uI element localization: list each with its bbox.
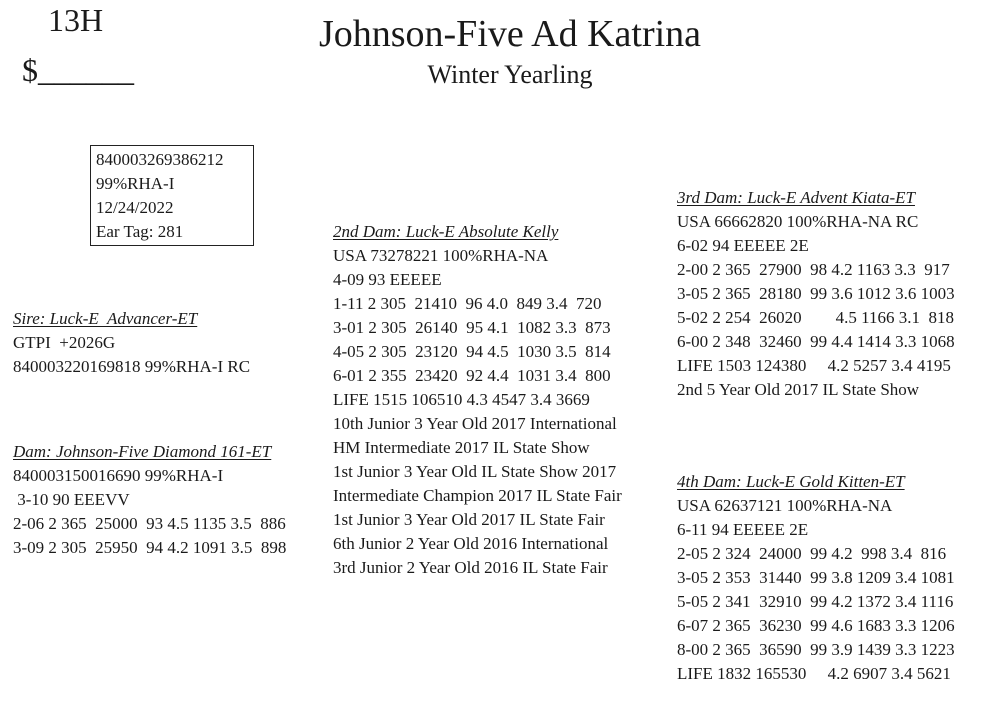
sire-line: 840003220169818 99%RHA-I RC (13, 357, 251, 376)
sire-section (13, 307, 250, 379)
third-dam-line: 3-05 2 365 28180 99 3.6 1012 3.6 1003 (677, 284, 955, 303)
dam-line: 840003150016690 99%RHA-I (13, 466, 224, 485)
ear-tag: Ear Tag: 281 (96, 222, 184, 241)
third-dam-line: LIFE 1503 124380 4.2 5257 3.4 4195 (677, 356, 951, 375)
price-blank: $______ (22, 52, 134, 88)
second-dam-line: HM Intermediate 2017 IL State Show (333, 438, 590, 457)
id-box (90, 145, 254, 246)
second-dam-line: 3rd Junior 2 Year Old 2016 IL State Fair (333, 558, 608, 577)
fourth-dam-line: 8-00 2 365 36590 99 3.9 1439 3.3 1223 (677, 640, 955, 659)
lot-number: 13H (48, 2, 104, 38)
third-dam-section (677, 186, 955, 402)
second-dam-line: 1st Junior 3 Year Old IL State Show 2017 (333, 462, 617, 481)
fourth-dam-line: 5-05 2 341 32910 99 4.2 1372 3.4 1116 (677, 592, 954, 611)
second-dam-heading: 2nd Dam: Luck-E Absolute Kelly (333, 222, 559, 241)
third-dam-line: 5-02 2 254 26020 4.5 1166 3.1 818 (677, 308, 955, 327)
fourth-dam-line: USA 62637121 100%RHA-NA (677, 496, 893, 515)
fourth-dam-line: 6-11 94 EEEEE 2E (677, 520, 809, 539)
second-dam-line: LIFE 1515 106510 4.3 4547 3.4 3669 (333, 390, 590, 409)
third-dam-line: 6-00 2 348 32460 99 4.4 1414 3.3 1068 (677, 332, 955, 351)
page-title: Johnson-Five Ad Katrina (318, 13, 702, 55)
second-dam-line: 3-01 2 305 26140 95 4.1 1082 3.3 873 (333, 318, 611, 337)
third-dam-line: 2-00 2 365 27900 98 4.2 1163 3.3 917 (677, 260, 950, 279)
dam-line: 2-06 2 365 25000 93 4.5 1135 3.5 886 (13, 514, 286, 533)
second-dam-line: 4-05 2 305 23120 94 4.5 1030 3.5 814 (333, 342, 611, 361)
page-subtitle: Winter Yearling (427, 60, 593, 89)
fourth-dam-heading: 4th Dam: Luck-E Gold Kitten-ET (677, 472, 905, 491)
second-dam-line: 6-01 2 355 23420 92 4.4 1031 3.4 800 (333, 366, 611, 385)
fourth-dam-section (677, 470, 955, 686)
second-dam-line: 1st Junior 3 Year Old 2017 IL State Fair (333, 510, 605, 529)
dam-line: 3-09 2 305 25950 94 4.2 1091 3.5 898 (13, 538, 287, 557)
sire-heading: Sire: Luck-E Advancer-ET (13, 309, 198, 328)
birth-date: 12/24/2022 (96, 198, 174, 217)
fourth-dam-line: 2-05 2 324 24000 99 4.2 998 3.4 816 (677, 544, 947, 563)
third-dam-heading: 3rd Dam: Luck-E Advent Kiata-ET (677, 188, 915, 207)
sire-line: GTPI +2026G (13, 333, 116, 352)
fourth-dam-line: 3-05 2 353 31440 99 3.8 1209 3.4 1081 (677, 568, 955, 587)
third-dam-line: 6-02 94 EEEEE 2E (677, 236, 809, 255)
second-dam-section (333, 220, 622, 580)
second-dam-line: 1-11 2 305 21410 96 4.0 849 3.4 720 (333, 294, 602, 313)
third-dam-line: USA 66662820 100%RHA-NA RC (677, 212, 919, 231)
dam-section (13, 440, 286, 560)
second-dam-line: 6th Junior 2 Year Old 2016 International (333, 534, 609, 553)
dam-heading: Dam: Johnson-Five Diamond 161-ET (13, 442, 272, 461)
third-dam-line: 2nd 5 Year Old 2017 IL State Show (677, 380, 920, 399)
second-dam-line: Intermediate Champion 2017 IL State Fair (333, 486, 622, 505)
fourth-dam-line: LIFE 1832 165530 4.2 6907 3.4 5621 (677, 664, 951, 683)
second-dam-line: 4-09 93 EEEEE (333, 270, 442, 289)
second-dam-line: 10th Junior 3 Year Old 2017 International (333, 414, 617, 433)
breed-percentage: 99%RHA-I (96, 174, 175, 193)
registration-number: 840003269386212 (96, 150, 224, 169)
second-dam-line: USA 73278221 100%RHA-NA (333, 246, 549, 265)
dam-line: 3-10 90 EEEVV (13, 490, 130, 509)
fourth-dam-line: 6-07 2 365 36230 99 4.6 1683 3.3 1206 (677, 616, 955, 635)
